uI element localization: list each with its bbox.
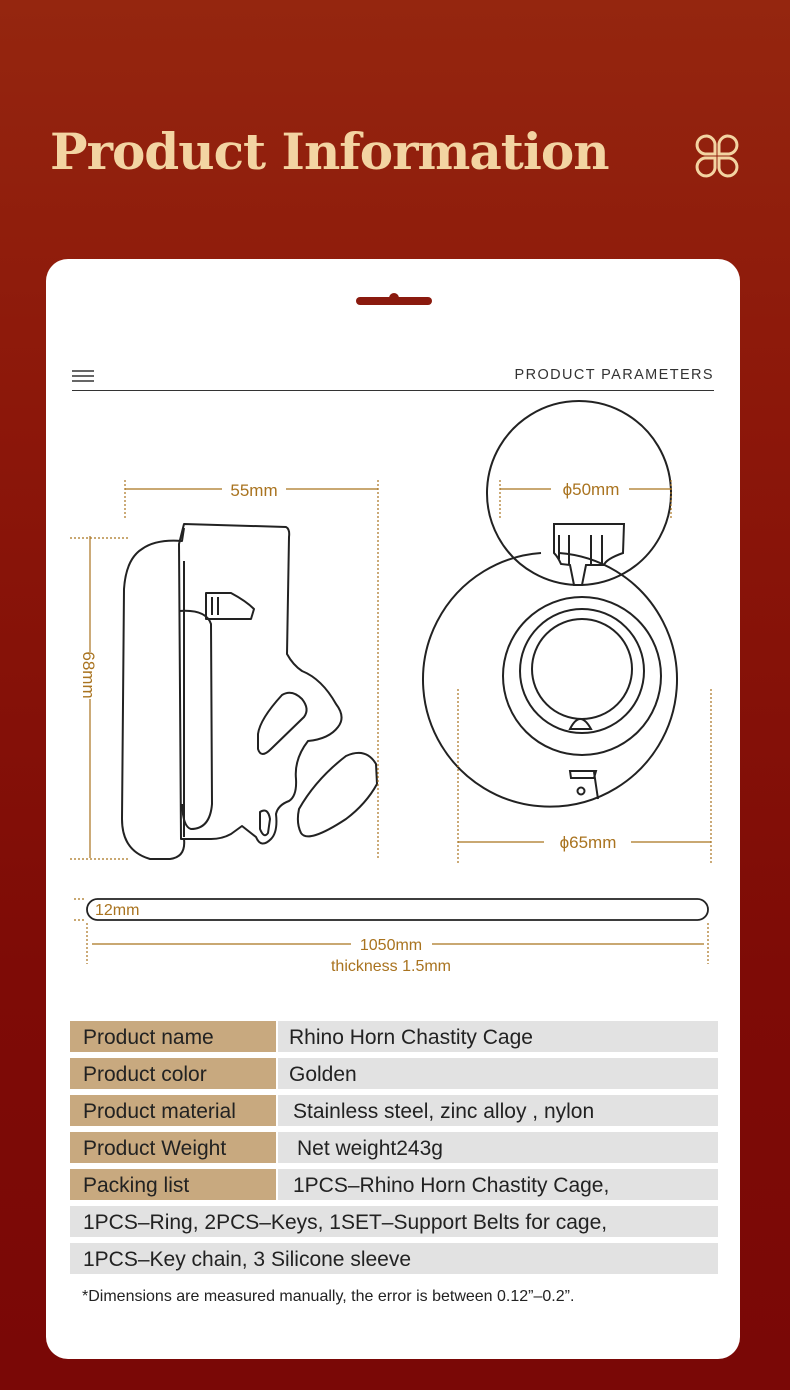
row-value: 1PCS–Rhino Horn Chastity Cage, (278, 1169, 718, 1200)
row-label: Product name (70, 1021, 276, 1052)
belt-length-label: 1050mm (359, 937, 423, 954)
cage-side-view (122, 524, 377, 859)
section-label: PRODUCT PARAMETERS (514, 367, 714, 383)
cage-width-label: 55mm (230, 481, 278, 500)
row-value: 1PCS–Ring, 2PCS–Keys, 1SET–Support Belts for cage, (70, 1206, 718, 1237)
footnote: *Dimensions are measured manually, the error is between 0.12”–0.2”. (82, 1288, 575, 1305)
table-row-continuation (70, 1206, 718, 1237)
row-label: Packing list (70, 1169, 276, 1200)
row-value: Net weight243g (278, 1132, 718, 1163)
belt-width-label: 12mm (95, 902, 140, 919)
clover-icon (694, 133, 740, 179)
table-row (70, 1021, 718, 1052)
page-title: Product Information (50, 122, 609, 181)
row-value: Stainless steel, zinc alloy , nylon (278, 1095, 718, 1126)
product-card (46, 259, 740, 1359)
row-value: 1PCS–Key chain, 3 Silicone sleeve (70, 1243, 718, 1274)
row-label: Product material (70, 1095, 276, 1126)
cage-height-label: 68mm (79, 651, 98, 699)
support-belt (74, 899, 708, 964)
table-row-continuation (70, 1243, 718, 1274)
table-row (70, 1095, 718, 1126)
table-row (70, 1132, 718, 1163)
ring-front-view (423, 401, 677, 807)
dimension-drawing (46, 259, 740, 979)
row-label: Product color (70, 1058, 276, 1089)
belt-thickness-label: thickness 1.5mm (330, 958, 452, 975)
ring-inner-label: ϕ50mm (562, 480, 620, 499)
table-row (70, 1169, 718, 1200)
table-row (70, 1058, 718, 1089)
row-value: Rhino Horn Chastity Cage (278, 1021, 718, 1052)
row-value: Golden (278, 1058, 718, 1089)
ring-outer-label: ϕ65mm (559, 833, 617, 852)
parameter-table (70, 1021, 718, 1280)
row-label: Product Weight (70, 1132, 276, 1163)
